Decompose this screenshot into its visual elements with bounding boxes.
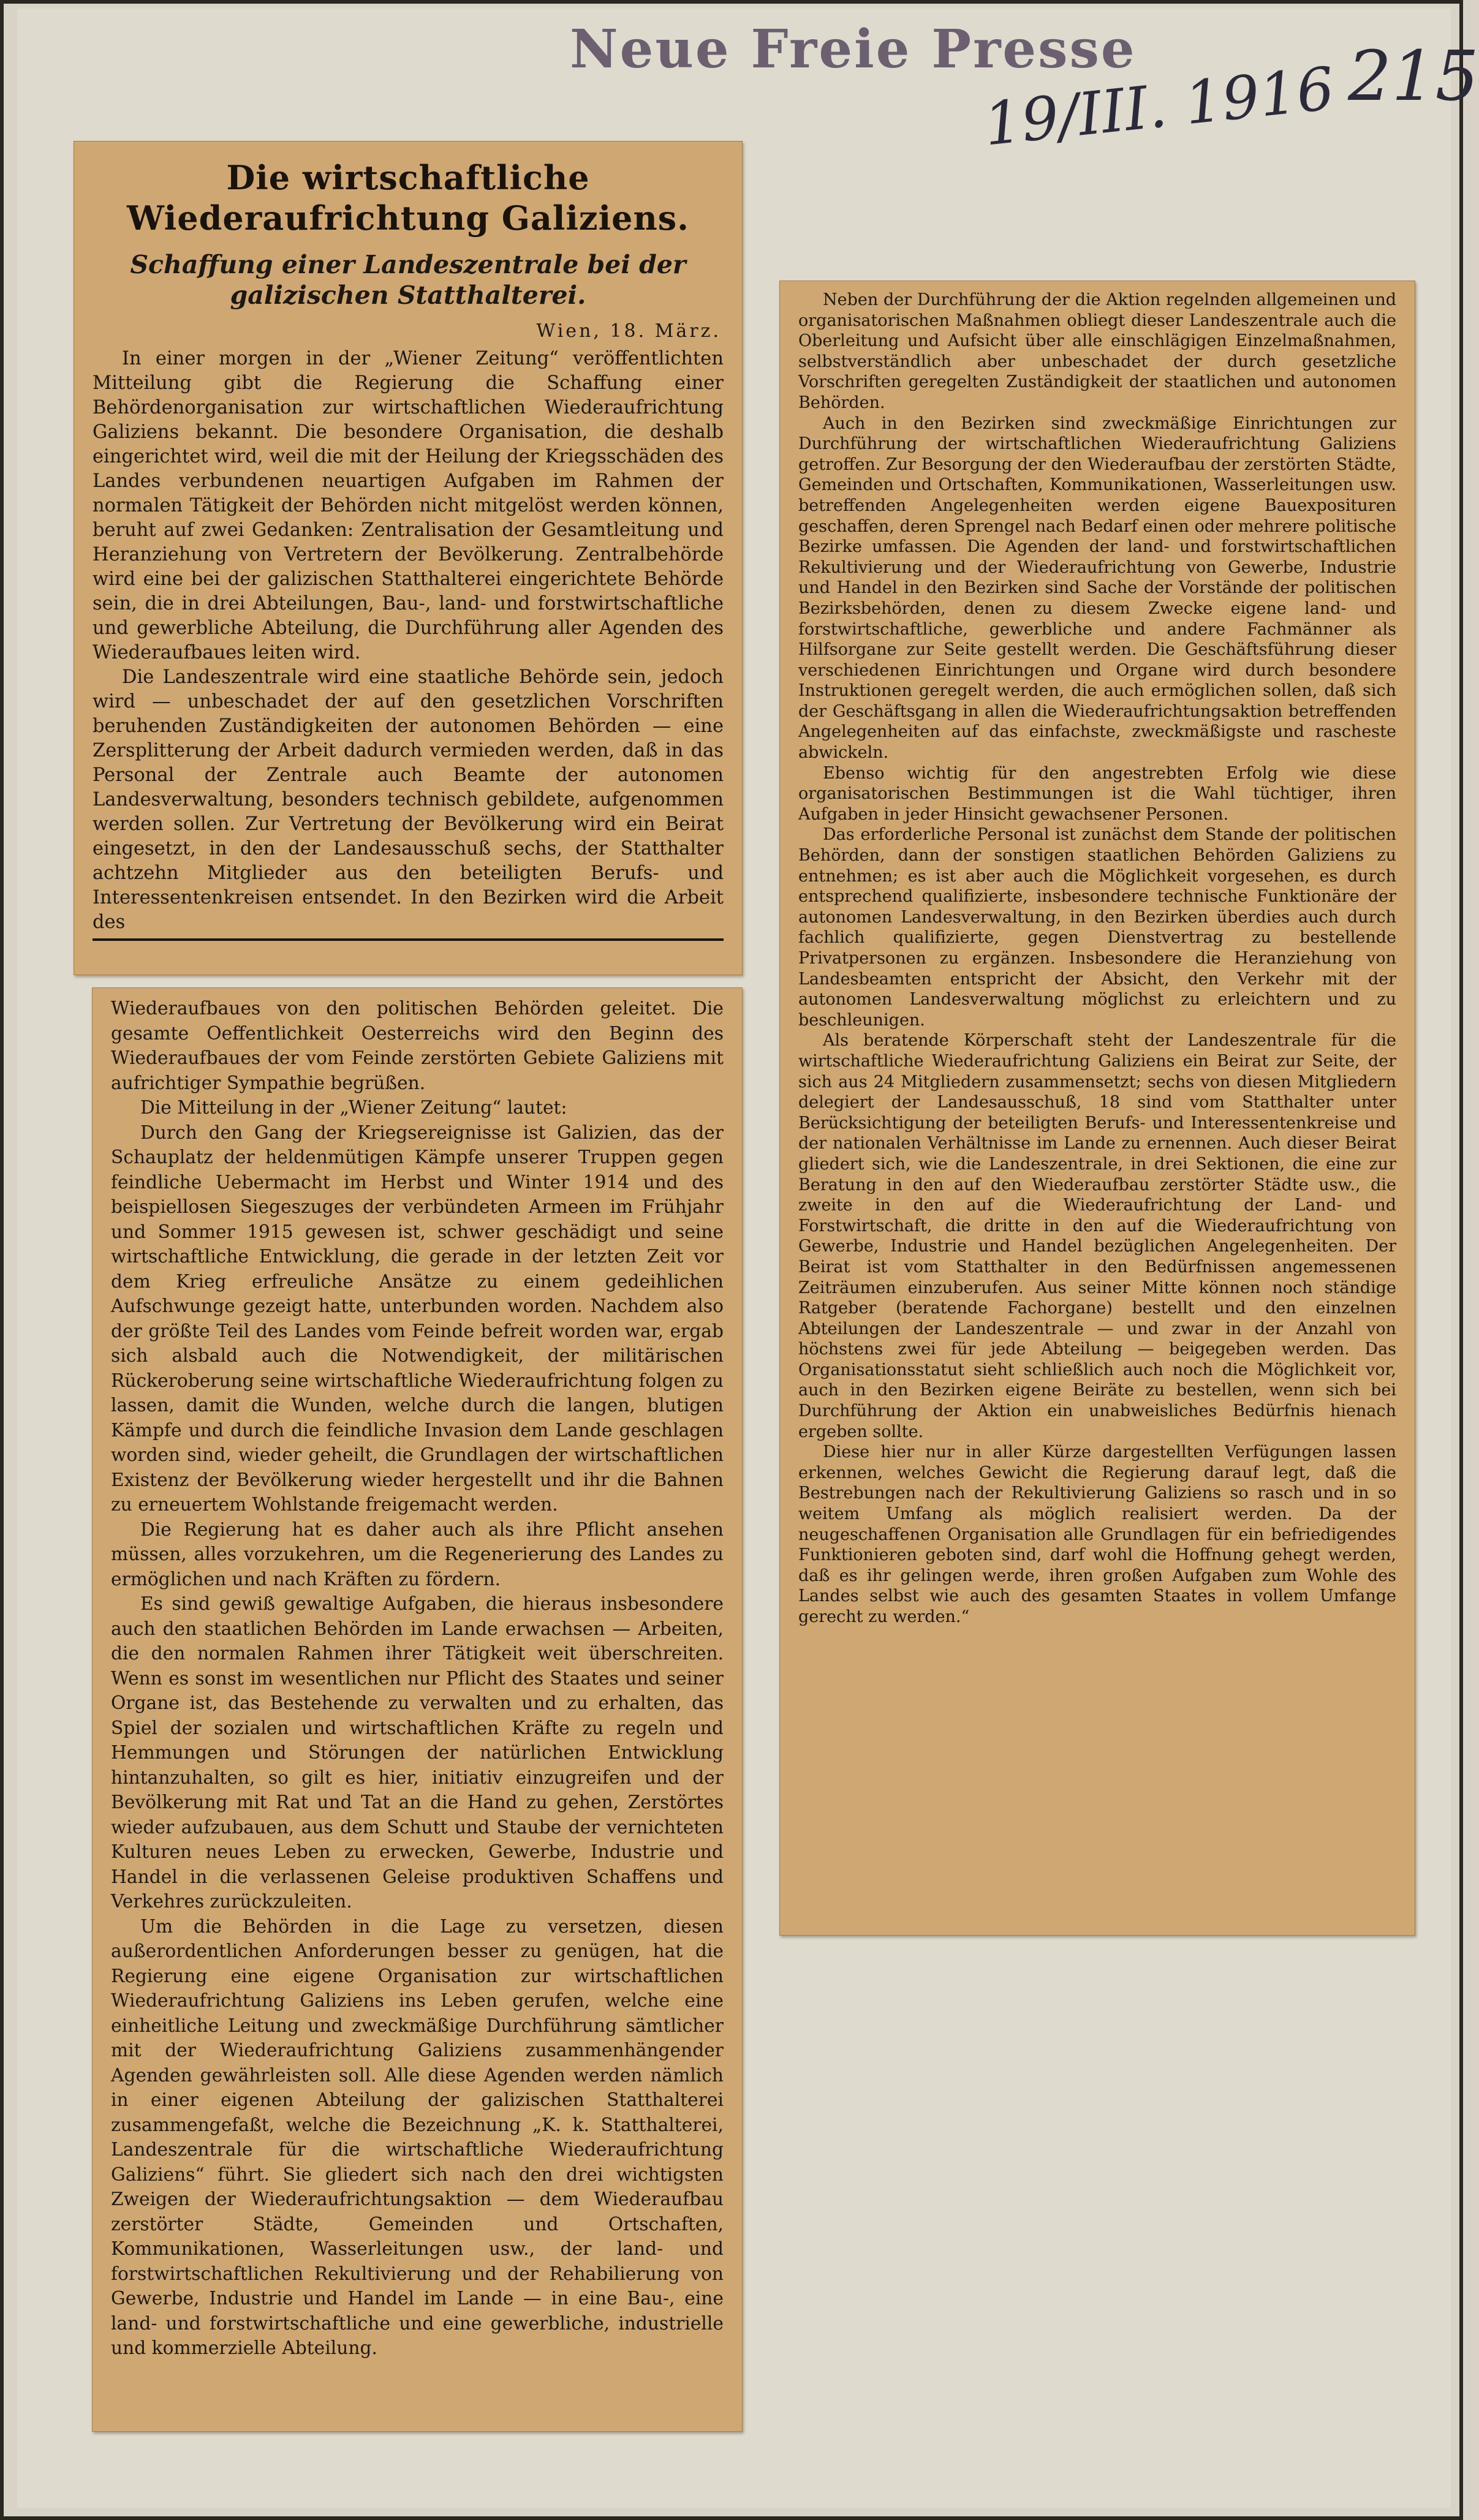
paragraph: Durch den Gang der Kriegsereignisse ist Galizien, das der Schauplatz der heldenmütigen Kämpfe unserer Truppen gegen feindliche Uebermacht im Herbst und Winter 1914 und des beispiellosen Siegeszuges der verbündeten Armeen im Frühjahr und Sommer 1915 gewesen ist, schwer geschädigt und seine wirtschaftliche Entwicklung, die gerade in der letzten Zeit vor dem Krieg erfreuliche Ansätze zu einem gedeihlichen Aufschwunge gezeigt hatte, unterbunden worden. Nachdem also der größte Teil des Landes vom Feinde befreit worden war, ergab sich alsbald auch die Notwendigkeit, der militärischen Rückeroberung seine wirtschaftliche Wiederaufrichtung folgen zu lassen, damit die Wunden, welche durch die langen, blutigen Kämpfe und durch die feindliche Invasion dem Lande geschlagen worden sind, wieder geheilt, die Grundlagen der wirtschaftlichen Existenz der Bevölkerung wieder hergestellt und ihr die Bahnen zu erneuertem Wohlstande freigemacht werden. <box>111 1122 724 1515</box>
clipping-part-3 <box>779 281 1415 1936</box>
paragraph: Neben der Durchführung der die Aktion regelnden allgemeinen und organisatorischen Maßnahmen obliegt dieser Landeszentrale auch die Oberleitung und Aufsicht über alle einschlägigen Einzelmaßnahmen, selbstverständlich aber unbeschadet der durch gesetzliche Vorschriften geregelten Zuständigkeit der staatlichen und autonomen Behörden. <box>798 290 1396 412</box>
cut-line <box>93 937 724 941</box>
handwritten-page-number: 215 <box>1348 37 1479 116</box>
paragraph: Das erforderliche Personal ist zunächst dem Stande der politischen Behörden, dann der sonstigen staatlichen Behörden Galiziens zu entnehmen; es ist aber auch die Möglichkeit vorgesehen, es durch entsprechend qualifizierte, insbesondere technische Funktionäre der autonomen Landesverwaltung, in den Bezirken überdies auch durch fachlich qualifizierte, gegen Dienstvertrag zu bestellende Privatpersonen zu ergänzen. Insbesondere die Heranziehung von Landesbeamten entspricht der Absicht, den Verkehr mit der autonomen Landesverwaltung möglichst zu erleichtern und zu beschleunigen. <box>798 825 1396 1030</box>
paragraph: Ebenso wichtig für den angestrebten Erfolg wie diese organisatorischen Bestimmungen ist die Wahl tüchtiger, ihren Aufgaben in jeder Hinsicht gewachsener Personen. <box>798 763 1396 824</box>
article-subheadline: Schaffung einer Landeszentrale bei der galizischen Statthalterei. <box>130 250 686 310</box>
column-2 <box>93 988 742 2361</box>
paragraph: In einer morgen in der „Wiener Zeitung“ veröffentlichten Mitteilung gibt die Regierung die Schaffung einer Behördenorganisation zur wirtschaftlichen Wiederaufrichtung Galiziens bekannt. Die besondere Organisation, die deshalb eingerichtet wird, weil die mit der Heilung der Kriegsschäden des Landes verbundenen neuartigen Aufgaben im Rahmen der normalen Tätigkeit der Behörden nicht mitgelöst werden können, beruht auf zwei Gedanken: Zentralisation der Gesamtleitung und Heranziehung von Vertretern der Bevölkerung. Zentralbehörde wird eine bei der galizischen Statthalterei eingerichtete Behörde sein, die in drei Abteilungen, Bau-, land- und forstwirtschaftliche und gewerbliche Abteilung, die Durchführung aller Agenden des Wiederaufbaues leiten wird. <box>93 348 724 663</box>
newspaper-stamp: Neue Freie Presse <box>570 18 1137 80</box>
handwritten-date: 19/III. 1916 <box>980 54 1337 159</box>
article-dateline: Wien, 18. März. <box>536 320 721 342</box>
paragraph: Um die Behörden in die Lage zu versetzen, diesen außerordentlichen Anforderungen besser zu genügen, hat die Regierung eine eigene Organisation zur wirtschaftlichen Wiederaufrichtung Galiziens ins Leben gerufen, welche eine einheitliche Leitung und zweckmäßige Durchführung sämtlicher mit der Wiederaufrichtung Galiziens zusammenhängender Agenden gewährleisten soll. Alle diese Agenden werden nämlich in einer eigenen Abteilung der galizischen Statthalterei zusammengefaßt, welche die Bezeichnung „K. k. Statthalterei, Landeszentrale für die wirtschaftliche Wiederaufrichtung Galiziens“ führt. Sie gliedert sich nach den drei wichtigsten Zweigen der Wiederaufrichtungsaktion — dem Wiederaufbau zerstörter Städte, Gemeinden und Ortschaften, Kommunikationen, Wasserleitungen usw., der land- und forstwirtschaftlichen Rekultivierung und der Rehabilierung von Gewerbe, Industrie und Handel im Lande — in eine Bau-, eine land- und forstwirtschaftliche und eine gewerbliche, industrielle und kommerzielle Abteilung. <box>111 1915 724 2359</box>
clipping-part-2 <box>92 987 743 2432</box>
paragraph: Die Mitteilung in der „Wiener Zeitung“ lautet: <box>140 1097 567 1119</box>
article-headline: Die wirtschaftliche Wiederaufrichtung Galiziens. <box>127 158 689 238</box>
paragraph: Auch in den Bezirken sind zweckmäßige Einrichtungen zur Durchführung der wirtschaftlichen Wiederaufrichtung Galiziens getroffen. Zur Besorgung der den Wiederaufbau der zerstörten Städte, Gemeinden und Ortschaften, Kommunikationen, Wasserleitungen usw. betreffenden Angelegenheiten werden eigene Bauexposituren geschaffen, deren Sprengel nach Bedarf einen oder mehrere politische Bezirke umfassen. Die Agenden der land- und forstwirtschaftlichen Rekultivierung und der Wiederaufrichtung von Gewerbe, Industrie und Handel in den Bezirken sind Sache der Vorstände der politischen Bezirksbehörden, denen zu diesem Zwecke eigene land- und forstwirtschaftliche, gewerbliche und andere Fachmänner als Hilfsorgane zur Seite gestellt werden. Die Geschäftsführung dieser verschiedenen Einrichtungen und Organe wird durch besondere Instruktionen geregelt werden, die auch ermöglichen sollen, daß sich der Geschäftsgang in allen die Wiederaufrichtungsaktion betreffenden Angelegenheiten auf das einfachste, zweckmäßigste und rascheste abwickeln. <box>798 413 1396 763</box>
column-3 <box>780 281 1415 1628</box>
paragraph: Die Regierung hat es daher auch als ihre Pflicht ansehen müssen, alles vorzukehren, um die Regenerierung des Landes zu ermöglichen und nach Kräften zu fördern. <box>111 1518 724 1590</box>
column-1 <box>74 347 742 935</box>
paragraph: Diese hier nur in aller Kürze dargestellten Verfügungen lassen erkennen, welches Gewicht die Regierung darauf legt, daß die Bestrebungen nach der Rekultivierung Galiziens so rasch und in so weitem Umfang als möglich realisiert werden. Da der neugeschaffenen Organisation alle Grundlagen für ein befriedigendes Funktionieren geboten sind, darf wohl die Hoffnung gehegt werden, daß es ihr gelingen werde, ihren großen Aufgaben zum Wohle des Landes selbst wie auch des gesamten Staates in vollem Umfange gerecht zu werden.“ <box>798 1443 1396 1626</box>
paragraph: Die Landeszentrale wird eine staatliche Behörde sein, jedoch wird — unbeschadet der auf den gesetzlichen Vorschriften beruhenden Zuständigkeiten der autonomen Behörden — eine Zersplitterung der Arbeit dadurch vermieden werden, daß in das Personal der Zentrale auch Beamte der autonomen Landesverwaltung, besonders technisch gebildete, aufgenommen werden sollen. Zur Vertretung der Bevölkerung wird ein Beirat eingesetzt, in den der Landesausschuß sechs, der Statthalter achtzehn Mitglieder aus den beteiligten Berufs- und Interessentenkreisen entsendet. In den Bezirken wird die Arbeit des <box>93 666 724 933</box>
paragraph: Als beratende Körperschaft steht der Landeszentrale für die wirtschaftliche Wiederaufrichtung Galiziens ein Beirat zur Seite, der sich aus 24 Mitgliedern zusammensetzt; sechs von diesen Mitgliedern delegiert der Landesausschuß, 18 sind vom Statthalter unter Berücksichtigung der beteiligten Berufs- und Interessentenkreise und der nationalen Verhältnisse im Lande zu ernennen. Auch dieser Beirat gliedert sich, wie die Landeszentrale, in drei Sektionen, die eine zur Beratung in den auf den Wiederaufbau zerstörter Städte usw., die zweite in den auf die Wiederaufrichtung der Land- und Forstwirtschaft, die dritte in den auf die Wiederaufrichtung von Gewerbe, Industrie und Handel bezüglichen Angelegenheiten. Der Beirat ist vom Statthalter in den Bedürfnissen angemessenen Zeiträumen einzuberufen. Aus seiner Mitte können noch ständige Ratgeber (beratende Fachorgane) bestellt und den einzelnen Abteilungen der Landeszentrale — und zwar in der Anzahl von höchstens zwei für jede Abteilung — beigegeben werden. Das Organisationsstatut sieht schließlich auch noch die Möglichkeit vor, auch in den Bezirken eigene Beiräte zu bestellen, wenn sich bei Durchführung der Aktion ein unabweisliches Bedürfnis hienach ergeben sollte. <box>798 1031 1396 1441</box>
paragraph: Wiederaufbaues von den politischen Behörden geleitet. Die gesamte Oeffentlichkeit Oesterreichs wird den Beginn des Wiederaufbaues der vom Feinde zerstörten Gebiete Galiziens mit aufrichtiger Sympathie begrüßen. <box>111 998 724 1094</box>
clipping-part-1 <box>74 141 743 975</box>
paragraph: Es sind gewiß gewaltige Aufgaben, die hieraus insbesondere auch den staatlichen Behörden im Lande erwachsen — Arbeiten, die den normalen Rahmen ihrer Tätigkeit weit überschreiten. Wenn es sonst im wesentlichen nur Pflicht des Staates und seiner Organe ist, das Bestehende zu verwalten und zu erhalten, das Spiel der sozialen und wirtschaftlichen Kräfte zu regeln und Hemmungen und Störungen der natürlichen Entwicklung hintanzuhalten, so gilt es hier, initiativ einzugreifen und der Bevölkerung mit Rat und Tat an die Hand zu gehen, Zerstörtes wieder aufzubauen, aus dem Schutt und Staube der vernichteten Kulturen neues Leben zu erwecken, Gewerbe, Industrie und Handel in die verlassenen Geleise produktiven Schaffens und Verkehres zurückzuleiten. <box>111 1593 724 1912</box>
